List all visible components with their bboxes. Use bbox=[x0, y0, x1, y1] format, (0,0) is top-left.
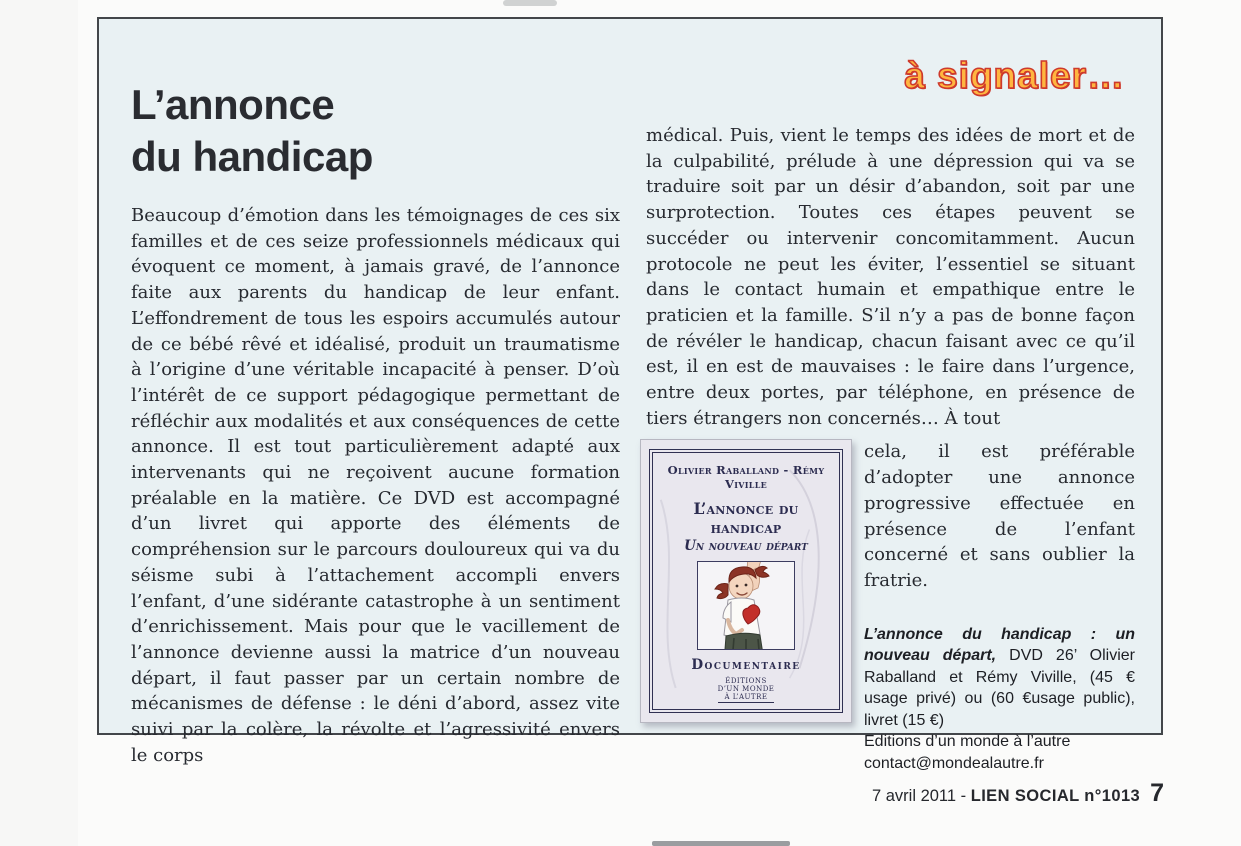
article-title-line1: L’annonce bbox=[131, 81, 335, 128]
dvd-caption bbox=[864, 624, 1135, 732]
dvd-publisher-line2: D’UN MONDE bbox=[717, 685, 775, 694]
article-title bbox=[131, 79, 620, 183]
dvd-cover bbox=[640, 439, 852, 723]
caption-contact-email: contact@mondealautre.fr bbox=[864, 754, 1044, 772]
scan-page-edge bbox=[0, 0, 78, 846]
footer-page-number: 7 bbox=[1150, 779, 1164, 807]
left-column bbox=[131, 19, 620, 774]
section-flag: à signaler… bbox=[904, 55, 1125, 96]
scan-artifact-bottom bbox=[652, 841, 790, 846]
dvd-genre: Documentaire bbox=[691, 657, 801, 674]
caption-title: L’annonce du handicap : un nouveau départ, bbox=[864, 625, 1135, 665]
dvd-publisher-line1: ÉDITIONS bbox=[725, 677, 767, 686]
caption-credits: DVD 26’ Olivier Raballand et Rémy Viville, (45 € usage privé) ou (60 €usage public), livret (15 €) bbox=[864, 647, 1136, 729]
caption-publisher: Editions d’un monde à l’autre bbox=[864, 733, 1071, 751]
page-footer bbox=[872, 779, 1164, 808]
dvd-title: L’annonce du handicap bbox=[693, 499, 799, 538]
beside-cover-column bbox=[852, 439, 1135, 774]
dvd-cover-frame bbox=[649, 449, 843, 713]
footer-magazine-issue: LIEN SOCIAL n°1013 bbox=[970, 787, 1141, 805]
footer-date: 7 avril 2011 - bbox=[871, 787, 971, 805]
dvd-cover-illustration bbox=[697, 561, 795, 650]
article-columns bbox=[131, 19, 1136, 774]
media-row bbox=[646, 439, 1135, 774]
article-body-right: médical. Puis, vient le temps des idées de mort et de la culpabilité, prélude à une dépression qui va se traduire soit par un désir d’abandon, soit par une surprotection. Toutes ces étapes peuvent se succéder ou intervenir concomitamment. Aucun protocole ne peut les éviter, l’essentiel se situant dans le contact humain et empathique entre le praticien et la famille. S’il n’y a pas de bonne façon de révéler le handicap, chacun faisant avec ce qu’il est, il en est de mauvaises : le faire dans l’urgence, entre deux portes, par téléphone, en présence de tiers étrangers non concernés… À tout bbox=[646, 125, 1135, 429]
article-body-left: Beaucoup d’émotion dans les témoignages de ces six familles et de ces seize professionnels médicaux qui évoquent ce moment, à jamais gravé, de l’annonce faite aux parents du handicap de leur enfant. L’effondrement de tous les espoirs accumulés autour de ce bébé rêvé et idéalisé, produit un traumatisme à l’origine d’une véritable incapacité à penser. D’où l’intérêt de ce support pédagogique permettant de réfléchir aux modalités et aux conséquences de cette annonce. Il est tout particulièrement adapté aux intervenants qui ne reçoivent aucune formation préalable en la matière. Ce DVD est accompagné d’un livret qui apporte des éléments de compréhension sur le parcours douloureux qui va du séisme subi à l’attachement accompli envers l’enfant, d’une sidérante catastrophe à un sentiment d’enrichissement. Mais pour que le vacillement de l’annonce devienne aussi la matrice d’un nouveau départ, il faut passer par un certain nombre de mécanismes de défense : le déni d’abord, assez vite suivi par la colère, la révolte et l’agressivité envers le corps bbox=[131, 205, 620, 766]
article-title-line2: du handicap bbox=[131, 133, 373, 180]
dvd-subtitle: Un nouveau départ bbox=[684, 538, 808, 555]
dvd-publisher-logo bbox=[718, 677, 775, 703]
article-panel bbox=[97, 17, 1163, 772]
dvd-authors: Olivier Raballand - Rémy Viville bbox=[667, 463, 825, 492]
article-body-wrap: cela, il est préférable d’adopter une annonce progressive effectuée en présence de l’enfant concerné et sans oublier la fratrie. bbox=[864, 441, 1135, 591]
scan-artifact-top bbox=[503, 0, 557, 6]
right-column bbox=[646, 19, 1135, 774]
dvd-publisher-line3: À L’AUTRE bbox=[724, 693, 768, 702]
